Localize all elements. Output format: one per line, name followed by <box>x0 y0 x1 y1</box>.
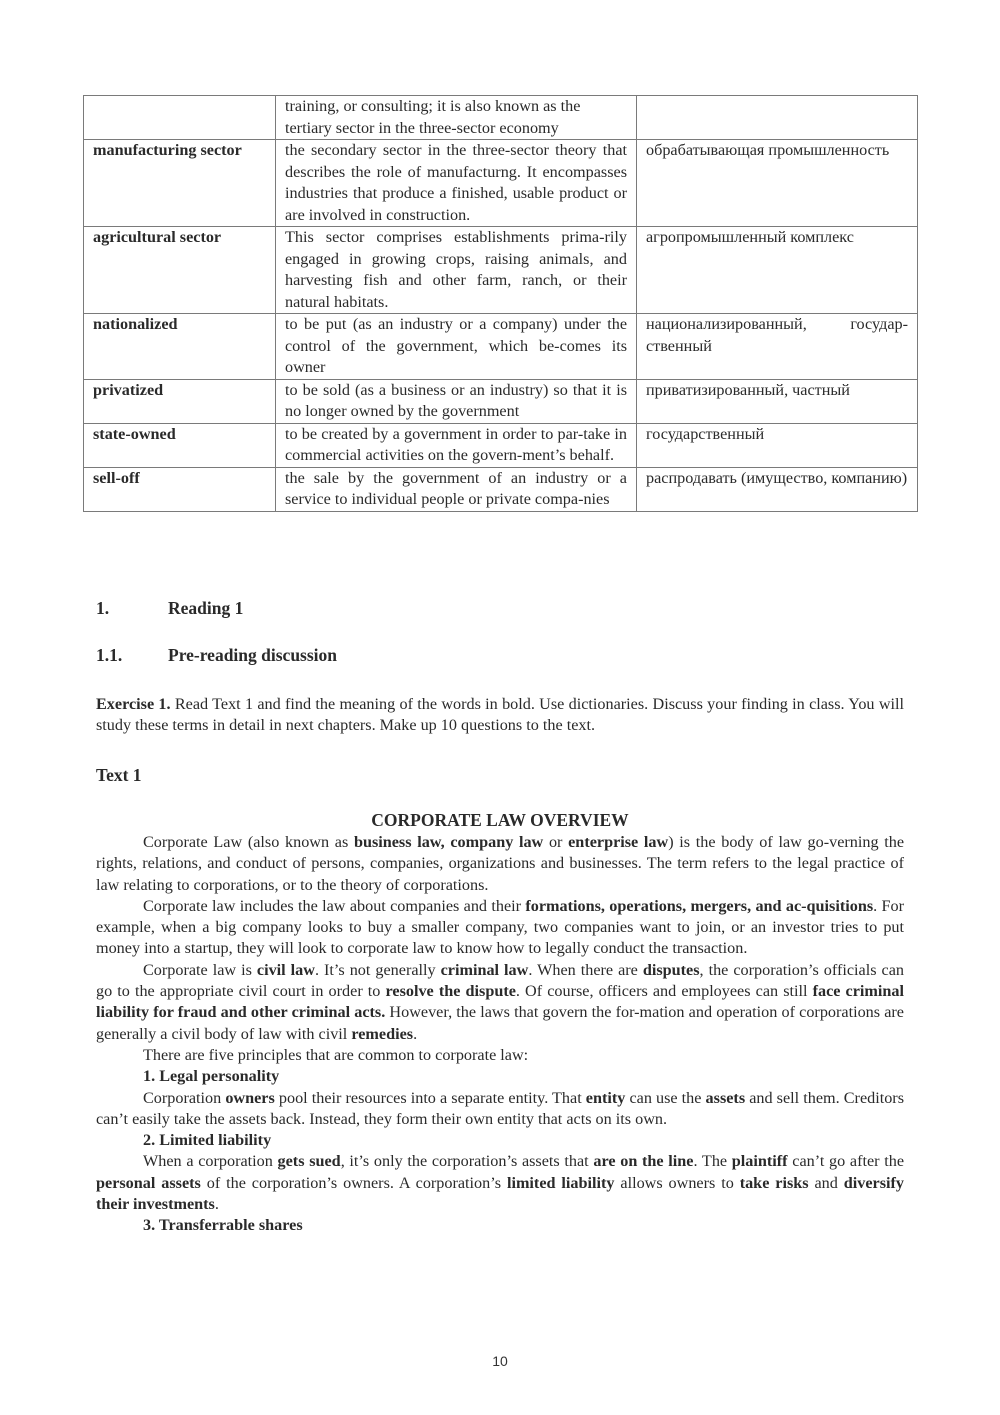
definition-cell: to be sold (as a business or an industry) so that it is no longer owned by the government <box>276 379 637 423</box>
principle-item: 2. Limited liability <box>143 1131 272 1150</box>
table-row <box>84 140 918 227</box>
term-cell: sell-off <box>84 467 276 511</box>
translation-cell: распродавать (имущество, компанию) <box>637 467 918 511</box>
translation-cell: государственный <box>637 423 918 467</box>
article-body <box>96 832 904 1237</box>
table-row <box>84 314 918 380</box>
table-row <box>84 379 918 423</box>
table-row <box>84 96 918 140</box>
section-heading-reading <box>96 598 243 619</box>
definition-cell: training, or consulting; it is also known as the tertiary sector in the three-sector economy <box>276 96 637 140</box>
definition-cell: to be put (as an industry or a company) under the control of the government, which be-comes its owner <box>276 314 637 380</box>
section-heading-prereading <box>96 645 337 666</box>
principle-item: 3. Transferrable shares <box>143 1216 303 1235</box>
term-cell: privatized <box>84 379 276 423</box>
article-title: CORPORATE LAW OVERVIEW <box>371 810 629 830</box>
translation-cell: обрабатывающая промышленность <box>637 140 918 227</box>
exercise-paragraph <box>96 694 904 737</box>
page-number: 10 <box>492 1353 508 1369</box>
article-paragraph: Corporation owners pool their resources into a separate entity. That entity can use the assets and sell them. Creditors can’t easily take the assets back. Instead, they form their own entity that acts on its own. <box>96 1088 904 1128</box>
translation-cell <box>637 96 918 140</box>
definition-cell: the secondary sector in the three-sector theory that describes the role of manufacturng. It encompasses industries that produce a finished, usable product or are involved in construction. <box>276 140 637 227</box>
principle-item: 1. Legal personality <box>143 1067 280 1086</box>
article-paragraph: Corporate law is civil law. It’s not generally criminal law. When there are disputes, the corporation’s officials can go to the appropriate civil court in order to resolve the dispute. Of course, officers and employees can still face criminal liability for fraud and other criminal acts. However, the laws that govern the for-mation and operation of corporations are generally a civil body of law with civil remedies. <box>96 960 904 1043</box>
vocabulary-table <box>83 95 918 512</box>
article-paragraph: When a corporation gets sued, it’s only the corporation’s assets that are on the line. The plaintiff can’t go after the personal assets of the corporation’s owners. A corporation’s limited liability allows owners to take risks and diversify their investments. <box>96 1152 905 1214</box>
translation-cell: агропромышленный комплекс <box>637 227 918 314</box>
definition-cell: This sector comprises establishments prima-rily engaged in growing crops, raising animals, and harvesting fish and other farm, ranch, or their natural habitats. <box>276 227 637 314</box>
table-row <box>84 467 918 511</box>
table-row <box>84 423 918 467</box>
text-label: Text 1 <box>96 765 142 785</box>
table-row <box>84 227 918 314</box>
definition-cell: to be created by a government in order to par-take in commercial activities on the govern-ment’s behalf. <box>276 423 637 467</box>
section-number: 1. <box>96 598 110 618</box>
term-cell: agricultural sector <box>84 227 276 314</box>
article-paragraph: Corporate Law (also known as business law, company law or enterprise law) is the body of law go-verning the rights, relations, and conduct of persons, companies, organizations and businesses. The term refers to the legal practice of law relating to corporations, or to the theory of corporations. <box>96 833 905 894</box>
section-number: 1.1. <box>96 645 123 665</box>
translation-cell: национализированный, государ-ственный <box>637 314 918 380</box>
exercise-label: Exercise 1. <box>96 695 171 713</box>
translation-cell: приватизированный, частный <box>637 379 918 423</box>
term-cell: state-owned <box>84 423 276 467</box>
exercise-text: Read Text 1 and find the meaning of the words in bold. Use dictionaries. Discuss your finding in class. You will study these terms in detail in next chapters. Make up 10 questions to the text. <box>96 695 904 735</box>
term-cell: nationalized <box>84 314 276 380</box>
section-title: Reading 1 <box>168 598 244 618</box>
term-cell <box>84 96 276 140</box>
section-title: Pre-reading discussion <box>168 645 338 665</box>
definition-cell: the sale by the government of an industry or a service to individual people or private compa-nies <box>276 467 637 511</box>
article-paragraph: There are five principles that are common to corporate law: <box>143 1045 529 1064</box>
article-paragraph: Corporate law includes the law about companies and their formations, operations, mergers, and ac-quisitions. For example, when a big company looks to buy a smaller company, two companies want to join, or an investor tries to put money into a startup, they will look to corporate law to know how to legally conduct the transaction. <box>96 896 904 958</box>
term-cell: manufacturing sector <box>84 140 276 227</box>
